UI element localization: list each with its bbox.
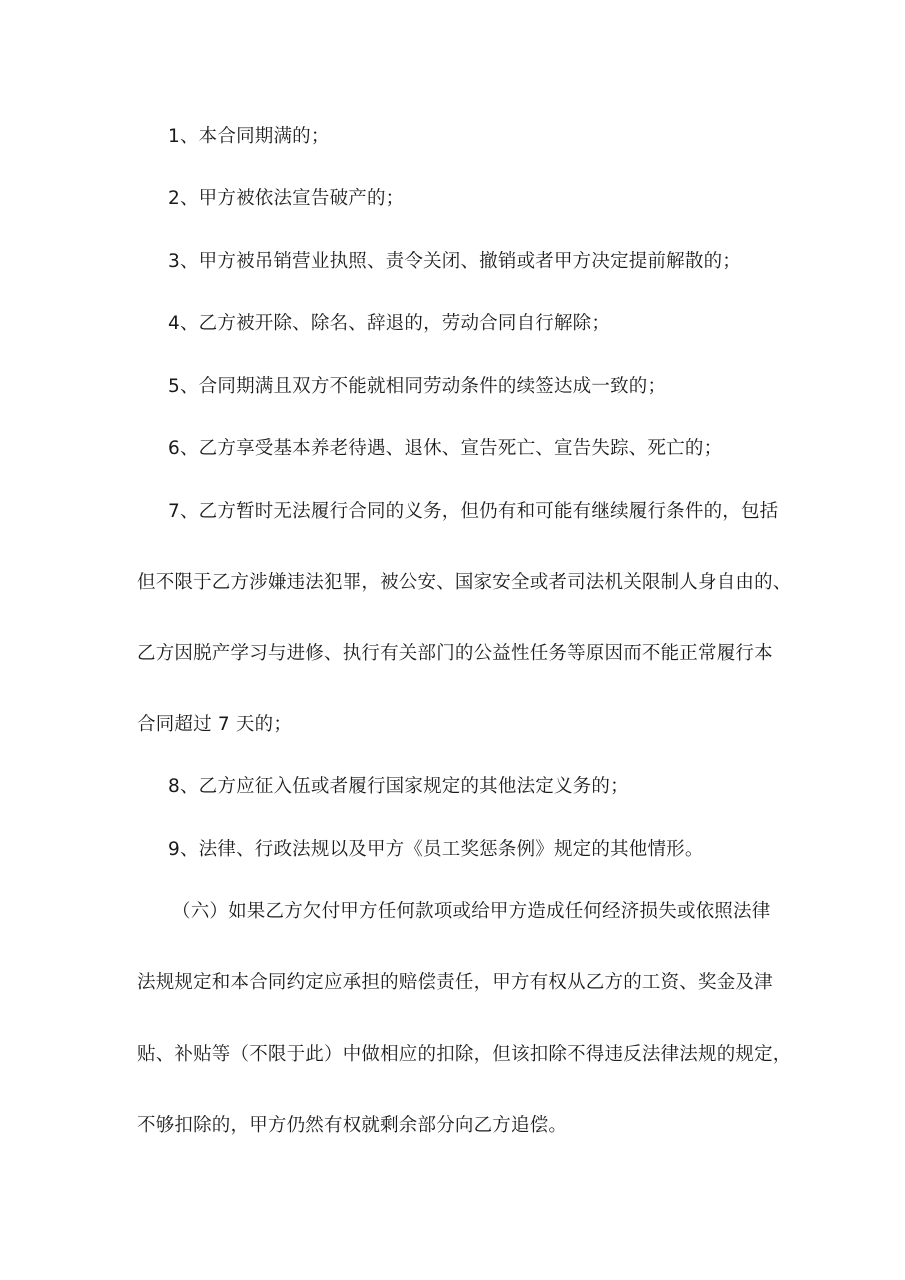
clause-item-9: 9、法律、行政法规以及甲方《员工奖惩条例》规定的其他情形。 bbox=[168, 839, 704, 860]
clause-item-7-cont-3: 合同超过 7 天的； bbox=[137, 714, 293, 735]
clause-item-1: 1、本合同期满的； bbox=[168, 126, 330, 147]
clause-item-4: 4、乙方被开除、除名、辞退的，劳动合同自行解除； bbox=[168, 313, 611, 334]
section-six-cont-3: 不够扣除的，甲方仍然有权就剩余部分向乙方追偿。 bbox=[137, 1115, 568, 1136]
clause-item-7: 7、乙方暂时无法履行合同的义务，但仍有和可能有继续履行条件的，包括 bbox=[168, 501, 779, 522]
clause-item-3: 3、甲方被吊销营业执照、责令关闭、撤销或者甲方决定提前解散的； bbox=[168, 251, 741, 272]
section-six-paragraph: （六）如果乙方欠付甲方任何款项或给甲方造成任何经济损失或依照法律 bbox=[172, 901, 771, 922]
section-six-cont-2: 贴、补贴等（不限于此）中做相应的扣除，但该扣除不得违反法律法规的规定， bbox=[137, 1044, 792, 1065]
section-six-cont-1: 法规规定和本合同约定应承担的赔偿责任，甲方有权从乙方的工资、奖金及津 bbox=[137, 972, 773, 993]
clause-item-2: 2、甲方被依法宣告破产的； bbox=[168, 188, 405, 209]
clause-item-5: 5、合同期满且双方不能就相同劳动条件的续签达成一致的； bbox=[168, 376, 667, 397]
clause-item-6: 6、乙方享受基本养老待遇、退休、宣告死亡、宣告失踪、死亡的； bbox=[168, 438, 723, 459]
clause-item-7-cont-2: 乙方因脱产学习与进修、执行有关部门的公益性任务等原因而不能正常履行本 bbox=[137, 643, 773, 664]
clause-item-7-cont-1: 但不限于乙方涉嫌违法犯罪，被公安、国家安全或者司法机关限制人身自由的、 bbox=[137, 572, 792, 593]
clause-item-8: 8、乙方应征入伍或者履行国家规定的其他法定义务的； bbox=[168, 776, 629, 797]
